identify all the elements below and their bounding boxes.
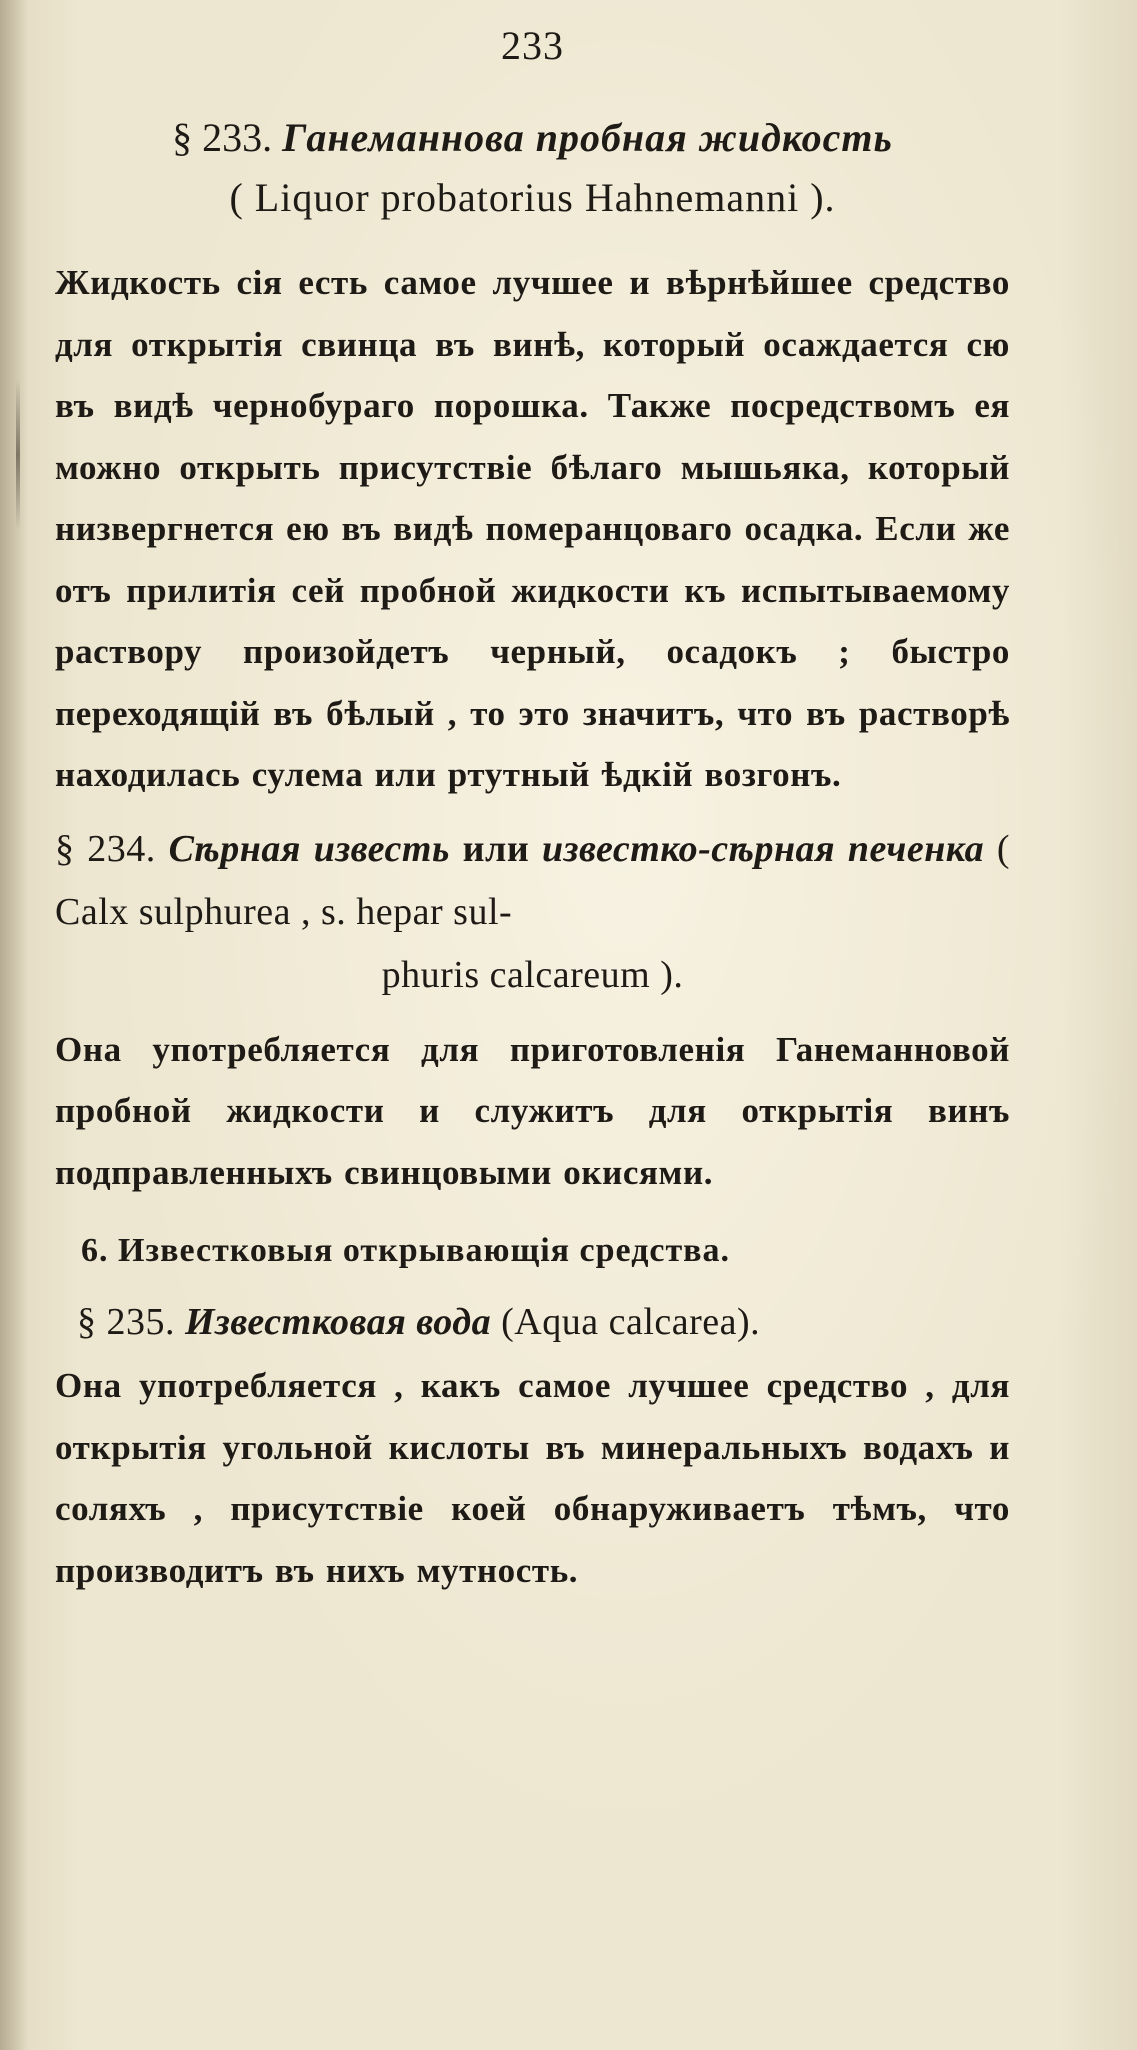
section-235-body: Она употребляется , какъ самое лучшее средство , для открытія угольной кислоты въ минеральныхъ водахъ и соляхъ , присутствіе коей обнаруживаетъ тѣмъ, что производитъ въ нихъ мутность. — [55, 1366, 1010, 1590]
section-233-body: Жидкость сія есть самое лучшее и вѣрнѣйшее средство для открытія свинца въ винѣ, который осаждается сю въ видѣ чернобураго порошка. Также посредствомъ ея можно открыть присутствіе бѣлаго мышьяка, который низвергнется ею въ видѣ померанцоваго осадка. Если же отъ прилитія сей пробной жидкости къ испытываемому раствору произойдетъ черный, осадокъ ; быстро переходящій въ бѣлый , то это значитъ, что въ растворѣ находилась сулема или ртутный ѣдкій возгонъ. — [55, 263, 1010, 794]
spine-mark — [16, 380, 20, 530]
section-235-title: Известковая вода — [185, 1301, 492, 1343]
page-content — [55, 18, 1010, 1601]
section-234-title-part1: Сѣрная известь — [168, 827, 450, 870]
section-234-number: § 234. — [55, 827, 156, 870]
section-234-latin-part1: ( Calx sulphurea , s. hepar sul- — [55, 827, 1011, 933]
section-234-title-part2: известко-сѣрная печенка — [542, 827, 985, 870]
spine-shadow — [0, 0, 28, 2050]
section-233-number: § 233. — [172, 115, 273, 160]
section-235-number: § 235. — [77, 1301, 175, 1343]
subsection-6-heading: 6. Известковыя открывающія средства. — [81, 1232, 731, 1269]
section-234-latin-part2: phuris calcareum ). — [381, 953, 684, 996]
page-number: 233 — [501, 23, 564, 68]
section-234-heading — [55, 818, 1010, 1007]
section-233-latin: ( Liquor probatorius Hahnemanni ). — [229, 175, 836, 220]
section-234-connector: или — [462, 827, 530, 870]
section-233-title: Ганеманнова пробная жидкость — [282, 115, 893, 160]
section-233-heading — [55, 108, 1010, 228]
section-235-heading — [77, 1293, 1010, 1351]
section-235-latin: (Aqua calcarea). — [501, 1301, 761, 1343]
section-234-body: Она употребляется для приготовленія Ганеманновой пробной жидкости и служитъ для открытія винъ подправленныхъ свинцовыми окисями. — [55, 1029, 1010, 1192]
